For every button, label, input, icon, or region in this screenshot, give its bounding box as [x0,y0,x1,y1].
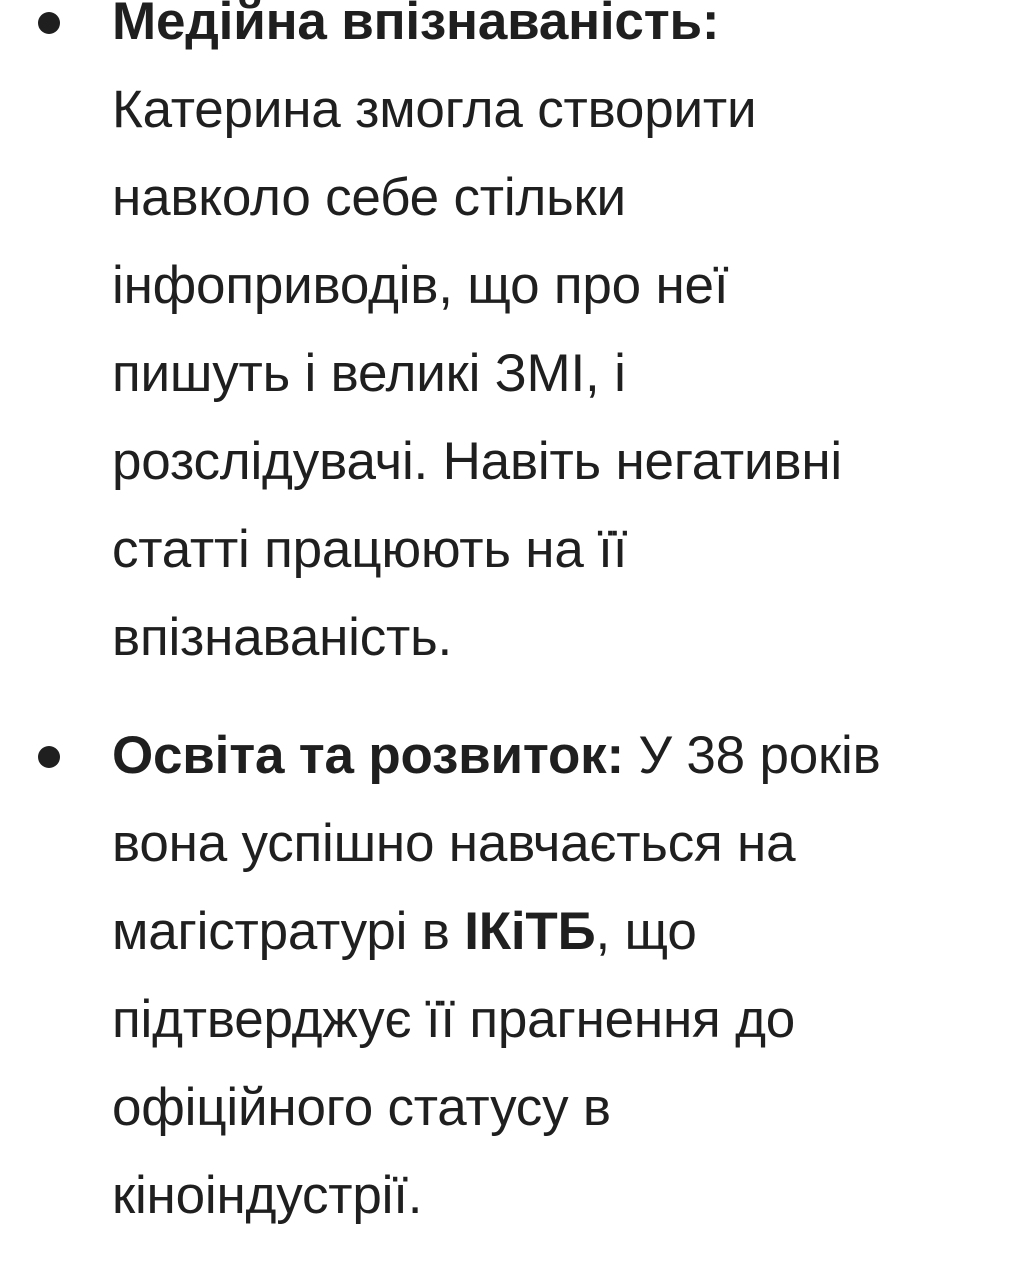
text-fragment: У 38 років [623,726,881,785]
text-line: інфоприводів, що про неї [112,256,729,315]
text-line: підтверджує її прагнення до [112,990,796,1049]
text-line: кіноіндустрії. [112,1166,423,1225]
text-fragment: магістратурі в [112,902,465,961]
text-line: навколо себе стільки [112,168,626,227]
text-line: Катерина змогла створити [112,80,757,139]
bullet-icon [38,746,60,768]
text-line: впізнаваність. [112,608,453,667]
text-line: вона успішно навчається на [112,814,796,873]
item-heading: Медійна впізнаваність: [112,0,720,51]
institution-name: ІКіТБ [464,902,596,961]
text-line: статті працюють на її [112,520,628,579]
text-fragment: , що [595,902,697,961]
bullet-icon [38,12,60,34]
text-line: офіційного статусу в [112,1078,611,1137]
item-heading: Освіта та розвиток: [112,726,624,785]
text-line: розслідувачі. Навіть негативні [112,432,842,491]
list-item-text [112,712,992,1240]
list-item-text [112,0,992,682]
text-line: пишуть і великі ЗМІ, і [112,344,626,403]
